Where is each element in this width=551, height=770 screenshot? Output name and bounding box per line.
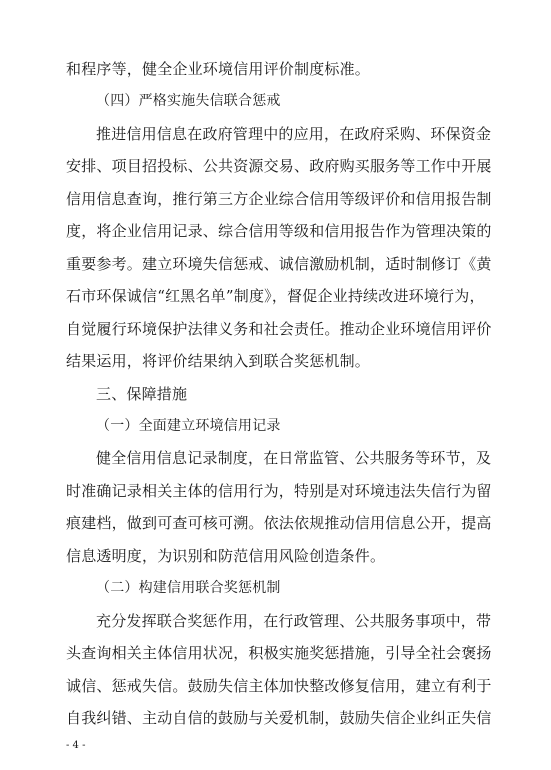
body-text-line: 头查询相关主体信用状况，积极实施奖惩措施，引导全社会褒扬 [66, 644, 492, 663]
body-text-line: 自我纠错、主动自信的鼓励与关爱机制，鼓励失信企业纠正失信 [66, 709, 492, 727]
body-text-line: 结果运用，将评价结果纳入到联合奖惩机制。 [66, 352, 371, 371]
body-text-line: 痕建档，做到可查可核可溯。依法依规推动信用信息公开，提高 [66, 514, 492, 533]
section-subheading: （四）严格实施失信联合惩戒 [96, 93, 281, 110]
body-text-line: 重要参考。建立环境失信惩戒、诚信激励机制，适时制修订《黄 [66, 254, 492, 273]
body-text-line: 诚信、惩戒失信。鼓励失信主体加快整改修复信用，建立有利于 [66, 676, 492, 695]
body-text-line: 信息透明度，为识别和防范信用风险创造条件。 [66, 546, 386, 565]
body-text-line: 推进信用信息在政府管理中的应用，在政府采购、环保资金 [96, 124, 492, 143]
body-text-line: 时准确记录相关主体的信用行为，特别是对环境违法失信行为留 [66, 481, 492, 500]
section-heading: 三、保障措施 [96, 384, 188, 403]
body-text-line: 度，将企业信用记录、综合信用等级和信用报告作为管理决策的 [66, 222, 492, 241]
section-subheading: （二）构建信用联合奖惩机制 [96, 580, 281, 597]
section-subheading: （一）全面建立环境信用记录 [96, 417, 281, 434]
body-text-line: 和程序等，健全企业环境信用评价制度标准。 [66, 60, 371, 78]
body-text-line: 安排、项目招投标、公共资源交易、政府购买服务等工作中开展 [66, 157, 492, 176]
body-text-line: 石市环保诚信“红黑名单”制度》，督促企业持续改进环境行为， [66, 287, 485, 306]
body-text-line: 充分发挥联合奖惩作用，在行政管理、公共服务事项中，带 [96, 611, 492, 630]
body-text-line: 信用信息查询，推行第三方企业综合信用等级评价和信用报告制 [66, 189, 492, 208]
page-number: - 4 - [66, 740, 86, 751]
body-text-line: 自觉履行环境保护法律义务和社会责任。推动企业环境信用评价 [66, 319, 492, 338]
body-text-line: 健全信用信息记录制度，在日常监管、公共服务等环节，及 [96, 449, 492, 468]
